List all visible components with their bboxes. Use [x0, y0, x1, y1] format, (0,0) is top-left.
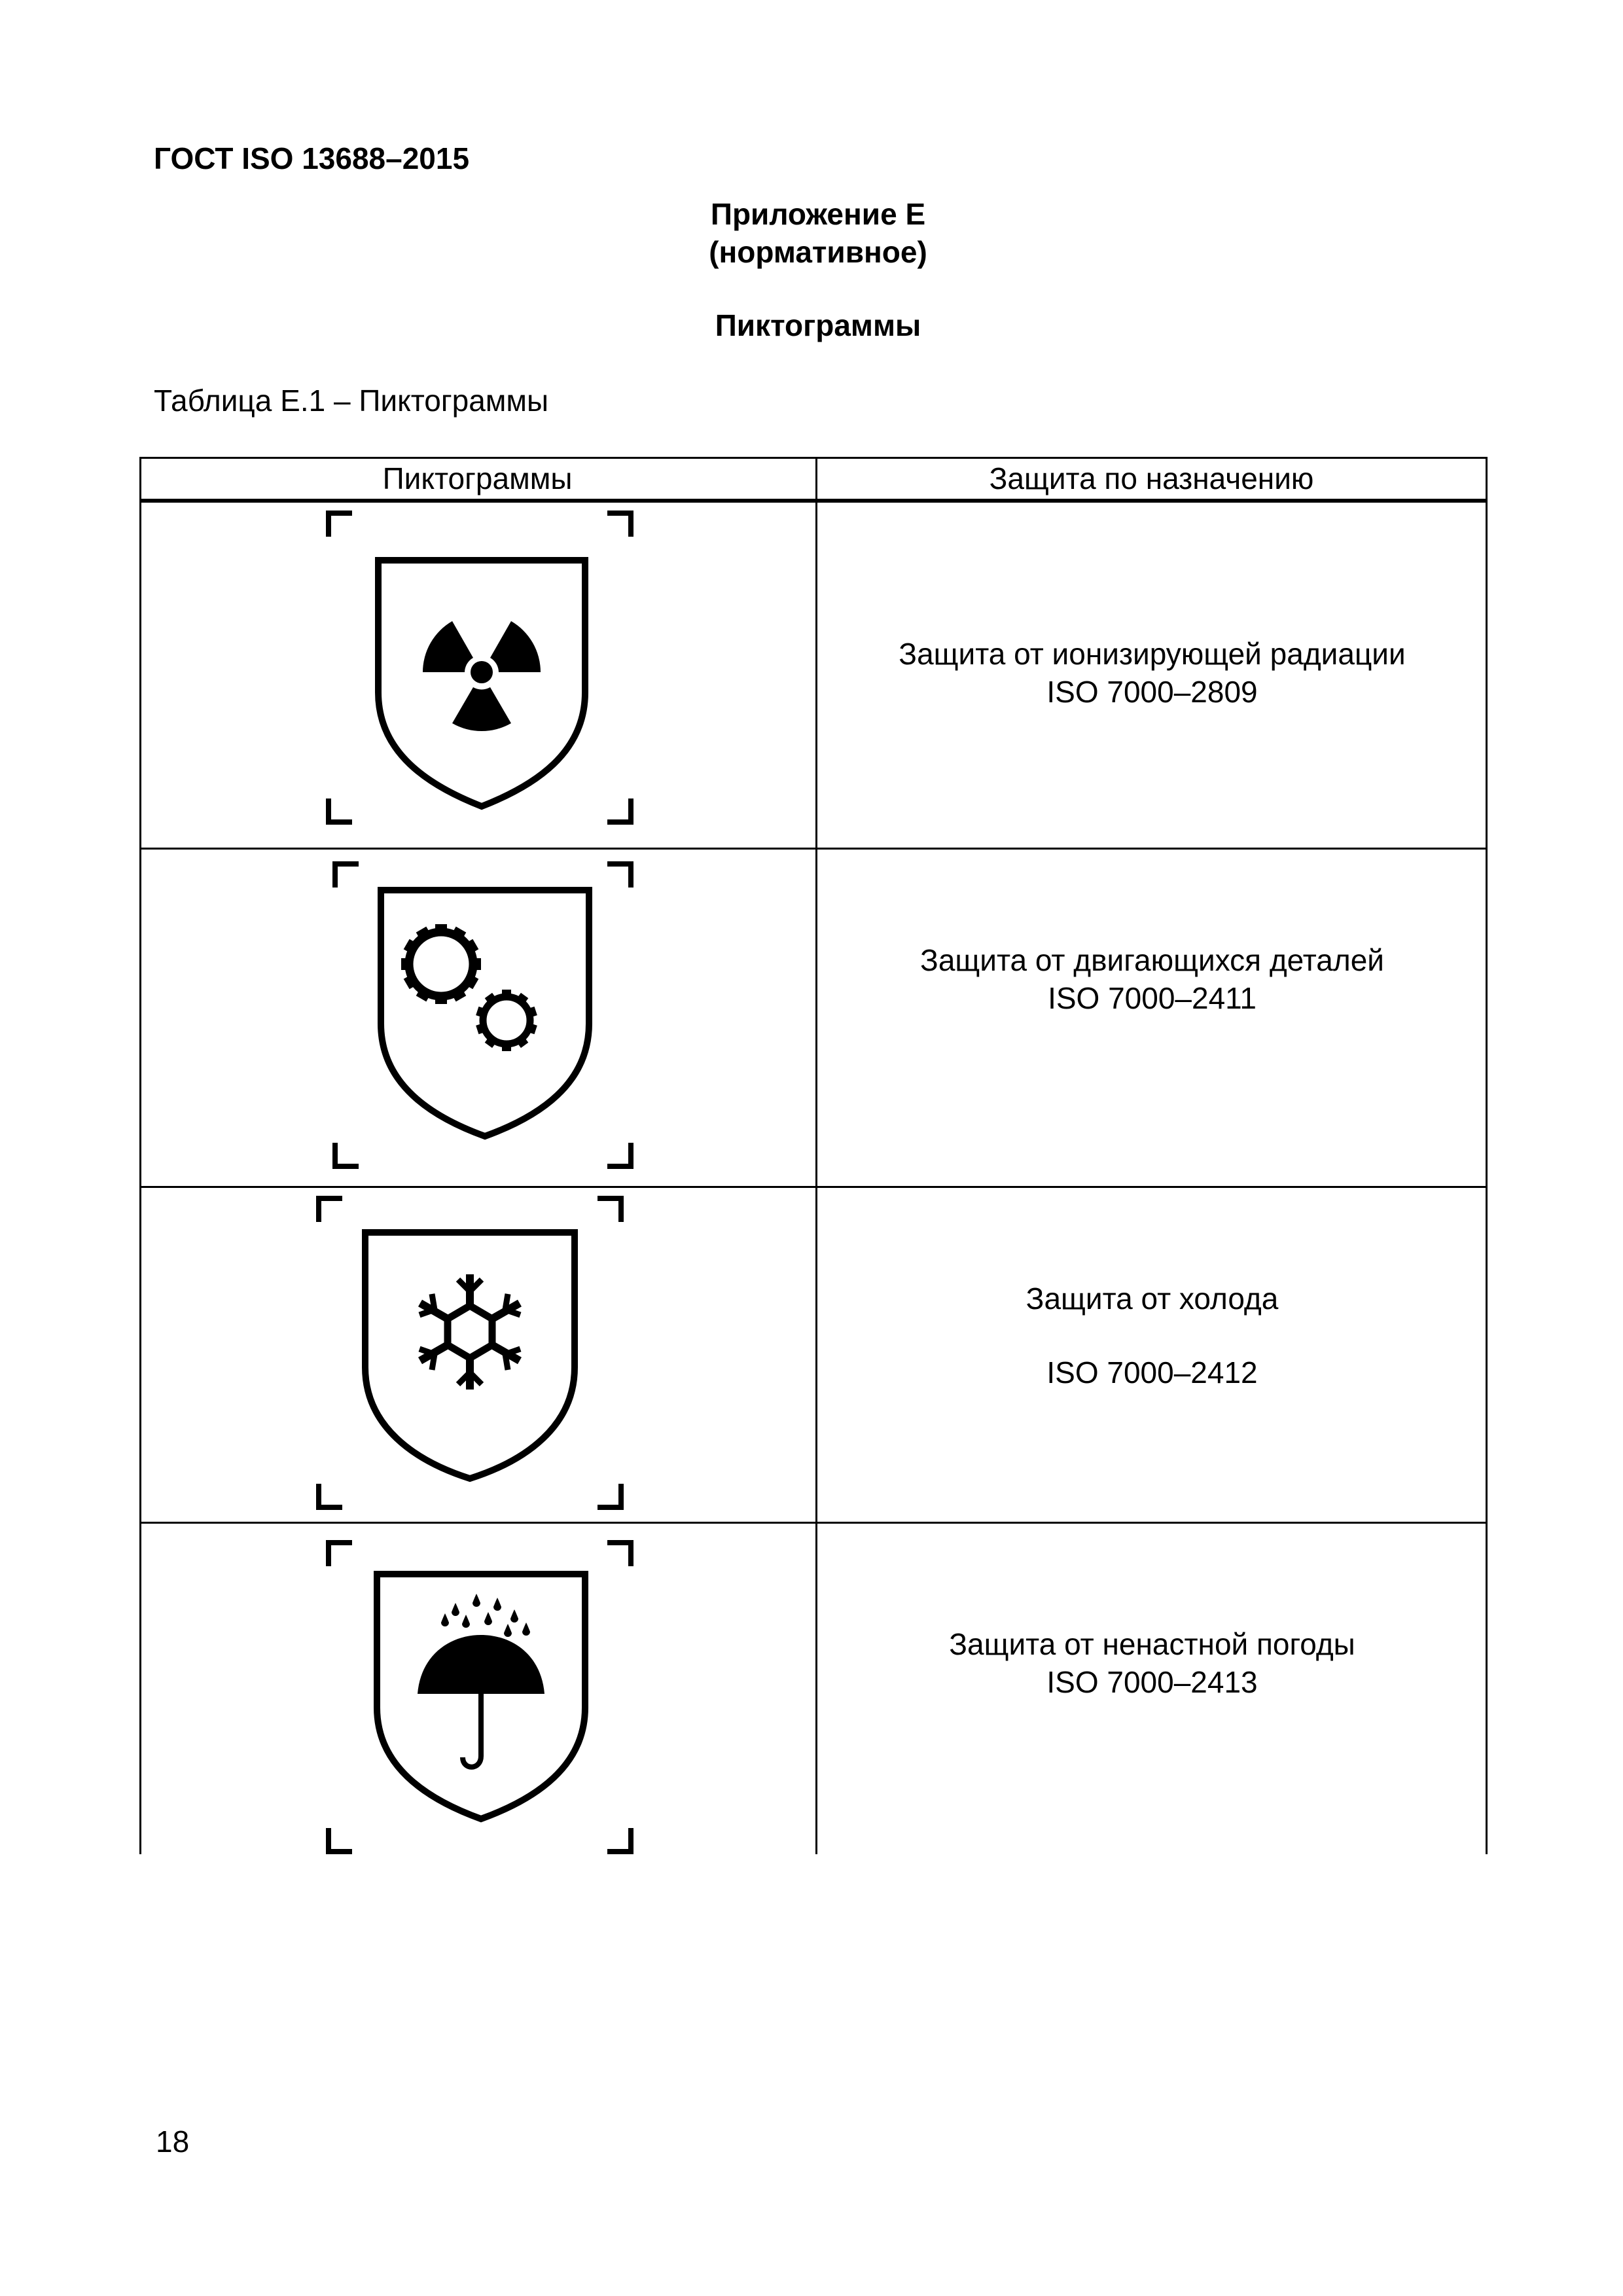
- protection-description: [817, 1625, 1488, 1701]
- page-number: 18: [156, 2125, 190, 2159]
- radiation-shield-icon: [326, 511, 633, 825]
- document-code: ГОСТ ISO 13688–2015: [154, 141, 470, 175]
- pictograms-table: [139, 457, 1488, 1854]
- umbrella-rain-shield-icon: [326, 1540, 633, 1854]
- table-row: [139, 1524, 1488, 1854]
- appendix-title: Приложение Е: [710, 197, 926, 231]
- column-header-protection: Защита по назначению: [989, 461, 1314, 495]
- snowflake-shield-icon: [316, 1196, 624, 1510]
- table-row: [139, 1188, 1488, 1522]
- section-title: Пиктограммы: [715, 308, 921, 342]
- appendix-type: (нормативное): [709, 235, 927, 269]
- protection-label: Защита от холода: [1026, 1282, 1279, 1316]
- table-top-border: [139, 457, 1488, 459]
- iso-code: ISO 7000–2809: [1046, 675, 1258, 709]
- spacer: [817, 1318, 1488, 1354]
- column-header-pictograms: Пиктограммы: [382, 461, 573, 495]
- protection-description: [817, 941, 1488, 1017]
- protection-description: [817, 635, 1488, 711]
- protection-description: [817, 1280, 1488, 1391]
- gear-large: [401, 924, 481, 1004]
- table-row: [139, 850, 1488, 1186]
- gear-small: [476, 990, 537, 1051]
- iso-code: ISO 7000–2412: [1046, 1355, 1258, 1390]
- table-caption: Таблица Е.1 – Пиктограммы: [154, 384, 549, 418]
- protection-label: Защита от двигающихся деталей: [920, 943, 1384, 977]
- iso-code: ISO 7000–2411: [1048, 981, 1257, 1015]
- iso-code: ISO 7000–2413: [1046, 1665, 1258, 1699]
- protection-label: Защита от ненастной погоды: [949, 1627, 1355, 1661]
- table-row: [139, 501, 1488, 848]
- protection-label: Защита от ионизирующей радиации: [899, 637, 1406, 671]
- gears-shield-icon: [332, 861, 633, 1169]
